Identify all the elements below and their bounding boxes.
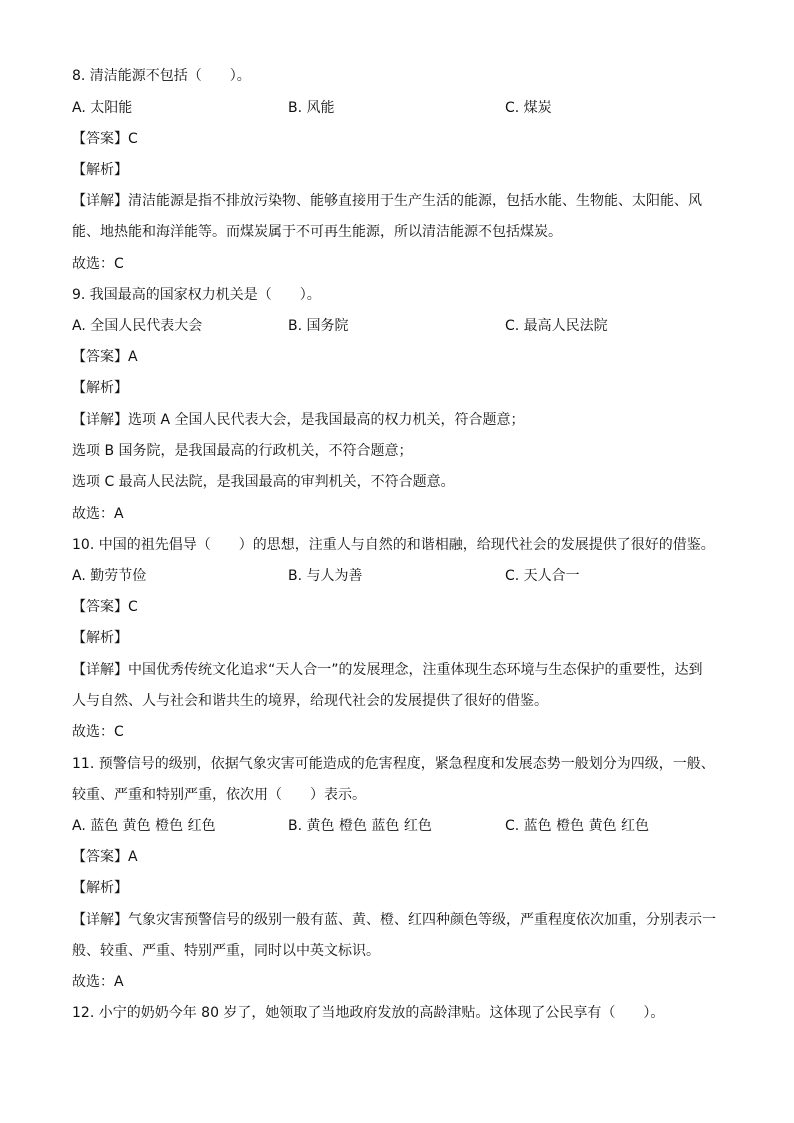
q9-detail-line-1: 【详解】选项 A 全国人民代表大会，是我国最高的权力机关，符合题意； (72, 412, 525, 428)
q9-detail-line-3: 选项 C 最高人民法院，是我国最高的审判机关，不符合题意。 (72, 474, 455, 490)
q10-detail-line-2: 人与自然、人与社会和谐共生的境界，给现代社会的发展提供了很好的借鉴。 (72, 693, 548, 709)
q8-option-b: B. 风能 (288, 100, 335, 116)
question-12: 12. 小宁的奶奶今年 80 岁了，她领取了当地政府发放的高龄津贴。这体现了公民享有（ ）。 (72, 1005, 665, 1021)
q10-detail-line-1: 【详解】中国优秀传统文化追求“天人合一”的发展理念，注重体现生态环境与生态保护的重要性，达到 (72, 662, 703, 678)
q10-answer: 【答案】C (72, 599, 138, 615)
q9-option-c: C. 最高人民法院 (505, 318, 608, 334)
q8-detail-line-2: 能、地热能和海洋能等。而煤炭属于不可再生能源，所以清洁能源不包括煤炭。 (72, 224, 562, 240)
q10-conclusion: 故选：C (72, 724, 124, 740)
q11-option-b: B. 黄色 橙色 蓝色 红色 (288, 818, 432, 834)
question-10: 10. 中国的祖先倡导（ ）的思想，注重人与自然的和谐相融，给现代社会的发展提供了很好的借鉴。 (72, 537, 715, 553)
q11-conclusion: 故选：A (72, 974, 124, 990)
q9-answer: 【答案】A (72, 349, 138, 365)
q8-answer: 【答案】C (72, 131, 138, 147)
q8-detail-line-1: 【详解】清洁能源是指不排放污染物、能够直接用于生产生活的能源，包括水能、生物能、太阳能、风 (72, 193, 702, 209)
q10-option-a: A. 勤劳节俭 (72, 568, 147, 584)
q11-detail-line-2: 般、较重、严重、特别严重，同时以中英文标识。 (72, 943, 380, 959)
q9-option-b: B. 国务院 (288, 318, 349, 334)
q9-option-a: A. 全国人民代表大会 (72, 318, 203, 334)
q10-option-c: C. 天人合一 (505, 568, 580, 584)
question-11-line-2: 较重、严重和特别严重，依次用（ ）表示。 (72, 787, 366, 803)
q8-option-a: A. 太阳能 (72, 100, 133, 116)
q11-option-a: A. 蓝色 黄色 橙色 红色 (72, 818, 216, 834)
q11-analysis-heading: 【解析】 (72, 880, 128, 896)
q11-detail-line-1: 【详解】气象灾害预警信号的级别一般有蓝、黄、橙、红四种颜色等级，严重程度依次加重，分别表示一 (72, 912, 716, 928)
q11-answer: 【答案】A (72, 849, 138, 865)
q10-option-b: B. 与人为善 (288, 568, 363, 584)
q10-analysis-heading: 【解析】 (72, 630, 128, 646)
question-8: 8. 清洁能源不包括（ ）。 (72, 68, 251, 84)
question-11-line-1: 11. 预警信号的级别，依据气象灾害可能造成的危害程度，紧急程度和发展态势一般划分为四级，一般、 (72, 756, 715, 772)
q8-analysis-heading: 【解析】 (72, 162, 128, 178)
q9-detail-line-2: 选项 B 国务院，是我国最高的行政机关，不符合题意； (72, 443, 413, 459)
question-9: 9. 我国最高的国家权力机关是（ ）。 (72, 287, 321, 303)
q8-option-c: C. 煤炭 (505, 100, 552, 116)
q11-option-c: C. 蓝色 橙色 黄色 红色 (505, 818, 650, 834)
q8-conclusion: 故选：C (72, 256, 124, 272)
q9-conclusion: 故选：A (72, 506, 124, 522)
q9-analysis-heading: 【解析】 (72, 380, 128, 396)
